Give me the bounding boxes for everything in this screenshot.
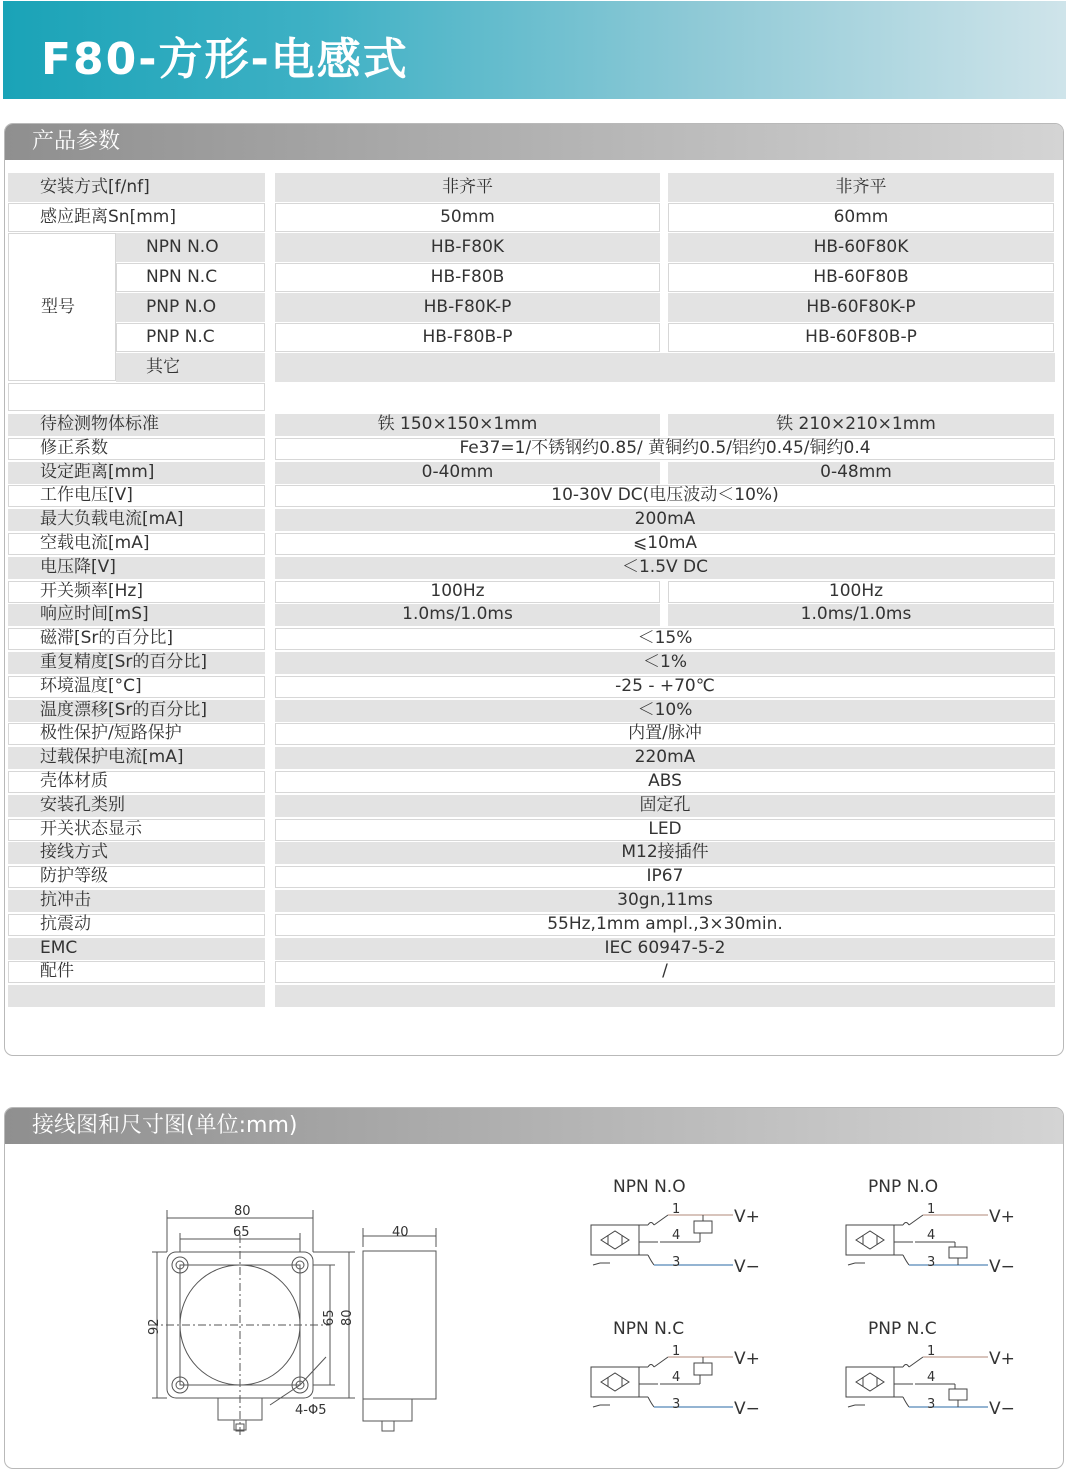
- spec-value: 铁 210×210×1mm: [776, 414, 936, 434]
- spec-value: 铁 150×150×1mm: [377, 414, 538, 434]
- model-type: NPN N.C: [146, 267, 218, 287]
- spec-value: 1.0ms/1.0ms: [800, 604, 912, 624]
- spec-label: 设定距离[mm]: [40, 462, 155, 482]
- vminus-label: V−: [734, 1257, 760, 1277]
- spec-label: 配件: [40, 961, 74, 981]
- spec-label: 空载电流[mA]: [40, 533, 150, 553]
- spec-value: 固定孔: [639, 795, 691, 815]
- pin-1: 1: [672, 1202, 681, 1217]
- dimension-drawing: [130, 1195, 460, 1445]
- model-type: 其它: [146, 357, 180, 377]
- spec-value: ＜1%: [643, 652, 687, 672]
- model-code: HB-F80B-P: [422, 327, 513, 347]
- pin-3: 3: [672, 1397, 681, 1412]
- model-type: PNP N.O: [146, 297, 217, 317]
- spec-label: 工作电压[V]: [40, 485, 133, 505]
- spec-label: 开关状态显示: [40, 819, 142, 839]
- spec-label: 抗震动: [40, 914, 91, 934]
- spec-value: M12接插件: [621, 842, 709, 862]
- model-code: HB-60F80B-P: [805, 327, 917, 347]
- spec-value: 10-30V DC(电压波动＜10%): [551, 485, 779, 505]
- model-code: HB-60F80K: [813, 237, 909, 257]
- model-value-cell: [275, 353, 1055, 382]
- dim-height-outer: 92: [147, 1318, 162, 1335]
- pin-4: 4: [927, 1228, 936, 1243]
- vplus-label: V+: [734, 1207, 760, 1227]
- param-value: 60mm: [833, 207, 889, 227]
- spec-label: 重复精度[Sr的百分比]: [40, 652, 208, 672]
- vminus-label: V−: [989, 1399, 1015, 1419]
- params-panel-title: 产品参数: [32, 129, 121, 154]
- pin-3: 3: [672, 1255, 681, 1270]
- model-label: 型号: [41, 297, 75, 317]
- wiring-title: PNP N.O: [868, 1177, 939, 1197]
- vminus-label: V−: [989, 1257, 1015, 1277]
- spec-value: 200mA: [634, 509, 696, 529]
- spec-value: 100Hz: [430, 581, 485, 601]
- spec-value: -25 - +70℃: [615, 676, 715, 696]
- vplus-label: V+: [734, 1349, 760, 1369]
- page-title: F80-方形-电感式: [41, 34, 409, 85]
- model-type: NPN N.O: [146, 237, 219, 257]
- spec-value: 55Hz,1mm ampl.,3×30min.: [547, 914, 783, 934]
- spec-label: 响应时间[mS]: [40, 604, 149, 624]
- pin-1: 1: [927, 1202, 936, 1217]
- dim-hole: 4-Φ5: [295, 1403, 327, 1418]
- vminus-label: V−: [734, 1399, 760, 1419]
- param-value: 非齐平: [835, 177, 887, 197]
- diagram-panel-unit: (单位:mm): [186, 1113, 298, 1138]
- spec-value: Fe37=1/不锈钢约0.85/ 黄铜约0.5/铝约0.45/铜约0.4: [459, 438, 871, 458]
- wiring-title: NPN N.O: [613, 1177, 686, 1197]
- dim-width-inner: 65: [233, 1225, 250, 1240]
- vplus-label: V+: [989, 1207, 1015, 1227]
- pin-1: 1: [672, 1344, 681, 1359]
- vplus-label: V+: [989, 1349, 1015, 1369]
- dim-height-inner-80: 80: [340, 1309, 355, 1326]
- wiring-title: PNP N.C: [868, 1319, 937, 1339]
- dim-width-outer: 80: [234, 1204, 251, 1219]
- spec-label: 抗冲击: [40, 890, 91, 910]
- wiring-diagram: [843, 1317, 1033, 1427]
- model-code: HB-60F80K-P: [806, 297, 916, 317]
- spec-label: 接线方式: [40, 842, 108, 862]
- spec-label: EMC: [40, 938, 78, 958]
- param-value: 50mm: [440, 207, 495, 227]
- params-panel-header: [5, 124, 1063, 160]
- spec-label: 环境温度[°C]: [40, 676, 142, 696]
- spec-label: 修正系数: [40, 438, 108, 458]
- spec-value: 100Hz: [828, 581, 884, 601]
- pin-1: 1: [927, 1344, 936, 1359]
- spec-value: ＜10%: [637, 700, 693, 720]
- spec-value: /: [662, 961, 668, 981]
- pin-4: 4: [927, 1370, 936, 1385]
- spacer-cell: [8, 383, 265, 411]
- wiring-title: NPN N.C: [613, 1319, 685, 1339]
- spec-value: 30gn,11ms: [617, 890, 713, 910]
- spec-value: ⩽10mA: [632, 533, 698, 553]
- spec-label: 过载保护电流[mA]: [40, 747, 184, 767]
- spec-label: 最大负载电流[mA]: [40, 509, 184, 529]
- spacer-cell: [8, 985, 265, 1007]
- wiring-diagram: [588, 1317, 778, 1427]
- wiring-diagram: [843, 1175, 1033, 1285]
- spec-value: ＜1.5V DC: [621, 557, 709, 577]
- header-banner: [3, 1, 1066, 99]
- spec-value: 0-40mm: [421, 462, 494, 482]
- spec-label: 壳体材质: [40, 771, 108, 791]
- spec-value: LED: [648, 819, 682, 839]
- param-value: 非齐平: [442, 177, 493, 197]
- spec-label: 防护等级: [40, 866, 108, 886]
- spec-label: 待检测物体标准: [40, 414, 159, 434]
- dim-depth: 40: [392, 1225, 409, 1240]
- spacer-cell: [275, 985, 1055, 1007]
- model-code: HB-F80B: [430, 267, 505, 287]
- diagram-panel-title: 接线图和尺寸图: [32, 1113, 187, 1138]
- spec-value: 0-48mm: [820, 462, 892, 482]
- spec-value: ＜15%: [637, 628, 693, 648]
- param-label: 安装方式[f/nf]: [40, 177, 150, 197]
- pin-4: 4: [672, 1228, 681, 1243]
- model-code: HB-F80K-P: [423, 297, 512, 317]
- model-type: PNP N.C: [146, 327, 215, 347]
- spec-value: 1.0ms/1.0ms: [402, 604, 513, 624]
- spec-value: 内置/脉冲: [628, 723, 702, 743]
- spec-label: 磁滞[Sr的百分比]: [40, 628, 174, 648]
- spec-label: 开关频率[Hz]: [40, 581, 143, 601]
- diagram-panel-header: [5, 1108, 1063, 1144]
- spec-value: IEC 60947-5-2: [604, 938, 726, 958]
- dim-height-inner-65: 65: [322, 1309, 337, 1326]
- pin-3: 3: [927, 1255, 936, 1270]
- spec-label: 电压降[V]: [40, 557, 116, 577]
- model-code: HB-60F80B: [813, 267, 909, 287]
- spec-label: 安装孔类别: [40, 795, 125, 815]
- pin-3: 3: [927, 1397, 936, 1412]
- pin-4: 4: [672, 1370, 681, 1385]
- model-code: HB-F80K: [430, 237, 505, 257]
- param-label: 感应距离Sn[mm]: [40, 207, 176, 227]
- spec-label: 极性保护/短路保护: [40, 723, 182, 743]
- spec-value: IP67: [646, 866, 684, 886]
- spec-value: 220mA: [634, 747, 696, 767]
- spec-value: ABS: [648, 771, 682, 791]
- wiring-diagram: [588, 1175, 778, 1285]
- spec-label: 温度漂移[Sr的百分比]: [40, 700, 208, 720]
